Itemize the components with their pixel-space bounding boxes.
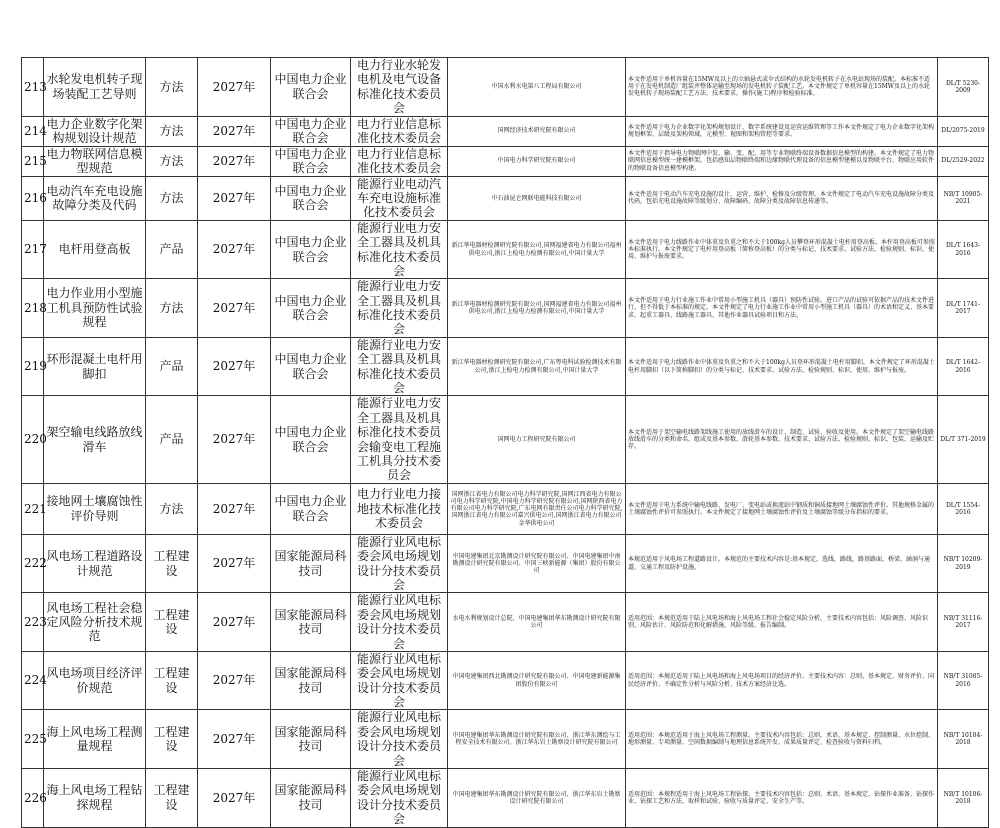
technical-committee: 能源行业风电标委会风电场规划设计分技术委员会 xyxy=(351,769,448,828)
target-year: 2027年 xyxy=(198,176,271,220)
organizing-body: 中国电力企业联合会 xyxy=(271,337,351,396)
replaced-standard: DL/T 1741-2017 xyxy=(938,279,989,338)
replaced-standard: NB/T 10905-2021 xyxy=(938,176,989,220)
standard-name: 风电场工程道路设计规范 xyxy=(44,534,146,593)
replaced-standard: DL/T 1643-2016 xyxy=(938,220,989,279)
row-number: 213 xyxy=(22,58,44,117)
table-row xyxy=(22,534,989,593)
row-number: 216 xyxy=(22,176,44,220)
target-year: 2027年 xyxy=(198,769,271,828)
scope-description: 适用范围：本规范适用于陆上风电场和海上风电场项目的经济评价。主要技术内容：总则、基本规定、财务评价、国民经济评价、不确定性分析与风险分析、技术方案经济比选。 xyxy=(626,651,938,710)
drafting-units: 中国电力科学研究院有限公司 xyxy=(448,146,626,176)
standard-name: 电力企业数字化架构规划设计规范 xyxy=(44,116,146,146)
replaced-standard: NB/T 31116-2017 xyxy=(938,593,989,652)
standard-name: 电力物联网信息模型规范 xyxy=(44,146,146,176)
organizing-body: 中国电力企业联合会 xyxy=(271,146,351,176)
technical-committee: 能源行业风电标委会风电场规划设计分技术委员会 xyxy=(351,651,448,710)
row-number: 220 xyxy=(22,396,44,483)
table-row xyxy=(22,769,989,828)
row-number: 217 xyxy=(22,220,44,279)
standard-type: 方法 xyxy=(146,483,198,534)
standard-type: 工程建设 xyxy=(146,651,198,710)
standard-name: 海上风电场工程测量规程 xyxy=(44,710,146,769)
scope-description: 本文件适用于电动汽车充电设施的设计、运营、维护、检修及分级管理。本文件规定了电动汽车充电设施故障分类及代码，包括充电设施故障等级划分、故障编码、故障分类及故障信息传递等。 xyxy=(626,176,938,220)
target-year: 2027年 xyxy=(198,534,271,593)
scope-description: 本文件适用于电力行业施工作业中常用小型施工机具（器具）预防性试验。进口产品的试验可依据产品的技术文件进行，但不得低于本标准的规定。本文件规定了电力行业施工作业中常用小型施工机具（器具）的术语和定义、基本要求、起重工器具、线路施工器具、其他作业器具试验项目和方法。 xyxy=(626,279,938,338)
standard-type: 工程建设 xyxy=(146,593,198,652)
organizing-body: 国家能源局科技司 xyxy=(271,651,351,710)
table-row xyxy=(22,279,989,338)
drafting-units: 中国电建集团北京勘测设计研究院有限公司、中国电建集团中南勘测设计研究院有限公司、中国三峡新能源（集团）股份有限公司 xyxy=(448,534,626,593)
organizing-body: 国家能源局科技司 xyxy=(271,769,351,828)
target-year: 2027年 xyxy=(198,651,271,710)
scope-description: 本文件适用于电力线路作业中体重及负重之和不大于100kg人员登环形混凝土电杆用脚扣。本文件规定了环形混凝土电杆用脚扣（以下简称脚扣）的分类与标记、技术要求、试验方法、检验规则、标识、使用、维护与报废。 xyxy=(626,337,938,396)
target-year: 2027年 xyxy=(198,220,271,279)
technical-committee: 能源行业风电标委会风电场规划设计分技术委员会 xyxy=(351,710,448,769)
standard-name: 电动汽车充电设施故障分类及代码 xyxy=(44,176,146,220)
standard-name: 接地网土壤腐蚀性评价导则 xyxy=(44,483,146,534)
row-number: 219 xyxy=(22,337,44,396)
standard-name: 电力作业用小型施工机具预防性试验规程 xyxy=(44,279,146,338)
replaced-standard: DL/T 1642-2016 xyxy=(938,337,989,396)
target-year: 2027年 xyxy=(198,337,271,396)
replaced-standard: DL/T 5230-2009 xyxy=(938,58,989,117)
organizing-body: 中国电力企业联合会 xyxy=(271,483,351,534)
technical-committee: 能源行业风电标委会风电场规划设计分技术委员会 xyxy=(351,534,448,593)
scope-description: 本规范适用于风电场工程道路设计。本规范的主要技术内容是:基本规定，选线，路线，路基路面，桥梁、涵洞与通道，交通工程及防护设施。 xyxy=(626,534,938,593)
drafting-units: 国网浙江省电力有限公司电力科学研究院,国网江西省电力有限公司电力科学研究院,中国电力科学研究院有限公司,国网陕西省电力有限公司电力科学研究院,广东电网有限责任公司电力科学研究院,国网浙江省电力有限公司嘉兴供电公司,国网浙江省电力有限公司金华供电公司 xyxy=(448,483,626,534)
table-row xyxy=(22,220,989,279)
row-number: 214 xyxy=(22,116,44,146)
standard-type: 产品 xyxy=(146,396,198,483)
standard-name: 海上风电场工程钻探规程 xyxy=(44,769,146,828)
standard-name: 电杆用登高板 xyxy=(44,220,146,279)
scope-description: 本文件适用于电力企业数字化架构规划设计、数字系统建设及运营运维管理等工作本文件规定了电力企业数字化架构规划框架、层级及架构领域，元模型、视图和架构管控等要求。 xyxy=(626,116,938,146)
standard-name: 架空输电线路放线滑车 xyxy=(44,396,146,483)
organizing-body: 国家能源局科技司 xyxy=(271,534,351,593)
table-row xyxy=(22,710,989,769)
standard-name: 环形混凝土电杆用脚扣 xyxy=(44,337,146,396)
scope-description: 本文件适用于架空输电线路架线施工使用的放线滑车的设计、制造、试验、验收及使用。本文件规定了架空输电线路放线滑车的分类和命名、组成及基本参数、滑轮基本参数、技术要求、试验方法、检验规则、标识、包装、运输及贮存。 xyxy=(626,396,938,483)
standard-type: 工程建设 xyxy=(146,769,198,828)
scope-description: 本文件适用于单机容量在15MW及以上的立轴悬式或伞式结构的水轮发电机转子在水电站现场的装配。本标准不适用于在发电机制造厂组装并整体运输至现场的发电机转子装配工艺。本文件规定了单机容量在15MW及以上的水轮发电机转子现场装配工艺方法、技术要求，操作(施工)程序和检验标准。 xyxy=(626,58,938,117)
organizing-body: 国家能源局科技司 xyxy=(271,593,351,652)
replaced-standard: DL/2529-2022 xyxy=(938,146,989,176)
standard-name: 风电场项目经济评价规范 xyxy=(44,651,146,710)
technical-committee: 电力行业信息标准化技术委员会 xyxy=(351,146,448,176)
standards-table xyxy=(21,57,989,828)
technical-committee: 能源行业电力安全工器具及机具标准化技术委员会 xyxy=(351,279,448,338)
drafting-units: 中国电建集团西北勘测设计研究院有限公司、中国电建新能源集团股份有限公司 xyxy=(448,651,626,710)
technical-committee: 电力行业信息标准化技术委员会 xyxy=(351,116,448,146)
organizing-body: 中国电力企业联合会 xyxy=(271,176,351,220)
table-row xyxy=(22,651,989,710)
drafting-units: 新江华电器材检测研究院有限公司,国网福建省电力有限公司福州供电公司,浙江上检电力检测有限公司,中国计量大学 xyxy=(448,220,626,279)
scope-description: 适用范围：本规范适用于海上风电场工程测量。主要技术内容包括：总则、术语、基本规定、控制测量、水位控制、地形测量、专项测量、空间数据编制与地理信息系统开发、成果质量评定、检查验收与资料归档。 xyxy=(626,710,938,769)
scope-description: 本文件适用于指导电力物联网中发、输、变、配、用等专业物联终端设备数据信息模型的构建。本文件规定了电力物联网信息模型统一建模框架，包括感知层物联终端和边缘物联代理设备的信息模型建模以及物联平台、物联应用软件的物联设备信息模型构建。 xyxy=(626,146,938,176)
target-year: 2027年 xyxy=(198,146,271,176)
target-year: 2027年 xyxy=(198,279,271,338)
row-number: 223 xyxy=(22,593,44,652)
replaced-standard: DL/T 1554-2016 xyxy=(938,483,989,534)
table-row xyxy=(22,146,989,176)
drafting-units: 中国水利水电第八工程局有限公司 xyxy=(448,58,626,117)
drafting-units: 新江华电器材检测研究院有限公司,国网福建省电力有限公司福州供电公司,浙江上检电力检测有限公司,中国计量大学 xyxy=(448,279,626,338)
row-number: 221 xyxy=(22,483,44,534)
replaced-standard: DL/2075-2019 xyxy=(938,116,989,146)
standard-type: 产品 xyxy=(146,220,198,279)
target-year: 2027年 xyxy=(198,116,271,146)
drafting-units: 中石油昆仑网联电能科技有限公司 xyxy=(448,176,626,220)
standard-type: 工程建设 xyxy=(146,710,198,769)
table-row xyxy=(22,396,989,483)
replaced-standard: NB/T 31085-2016 xyxy=(938,651,989,710)
table-row xyxy=(22,593,989,652)
drafting-units: 新江华电器材检测研究院有限公司,广东粤电科试验检测技术有限公司,浙江上检电力检测有限公司,中国计量大学 xyxy=(448,337,626,396)
scope-description: 适用范围：本规范适用于陆上风电场和海上风电场工程社会稳定风险分析。主要技术内容包括：风险调查、风险识别、风险估计、风险防范和化解措施、风险等级、报告编制。 xyxy=(626,593,938,652)
organizing-body: 国家能源局科技司 xyxy=(271,710,351,769)
drafting-units: 中国电建集团华东勘测设计研究院有限公司、浙江华东岩土勘察设计研究院有限公司 xyxy=(448,769,626,828)
technical-committee: 电力行业电力接地技术标准化技术委员会 xyxy=(351,483,448,534)
row-number: 218 xyxy=(22,279,44,338)
standard-type: 方法 xyxy=(146,116,198,146)
scope-description: 本文件适用于电力系统中输电线路、发电厂、变电站或换流站中钢质和铜质接地网土壤腐蚀性评价。其他规格金属的土壤腐蚀性评价可参照执行。本文件规定了接地网土壤腐蚀性评价及土壤腐蚀等级分布指标的要求。 xyxy=(626,483,938,534)
standard-type: 方法 xyxy=(146,146,198,176)
table-row xyxy=(22,116,989,146)
row-number: 222 xyxy=(22,534,44,593)
replaced-standard: DL/T 371-2019 xyxy=(938,396,989,483)
drafting-units: 中国电建集团华东勘测设计研究院有限公司、浙江华东测绘与工程安全技术有限公司、浙江华东岩土勘察设计研究院有限公司 xyxy=(448,710,626,769)
standard-type: 方法 xyxy=(146,279,198,338)
standard-type: 方法 xyxy=(146,58,198,117)
replaced-standard: NB/T 10104-2018 xyxy=(938,710,989,769)
row-number: 224 xyxy=(22,651,44,710)
technical-committee: 电力行业水轮发电机及电气设备标准化技术委员会 xyxy=(351,58,448,117)
standard-type: 方法 xyxy=(146,176,198,220)
standard-type: 产品 xyxy=(146,337,198,396)
organizing-body: 中国电力企业联合会 xyxy=(271,279,351,338)
technical-committee: 能源行业电动汽车充电设施标准化技术委员会 xyxy=(351,176,448,220)
standard-name: 风电场工程社会稳定风险分析技术规范 xyxy=(44,593,146,652)
standard-name: 水轮发电机转子现场装配工艺导则 xyxy=(44,58,146,117)
target-year: 2027年 xyxy=(198,710,271,769)
scope-description: 适用范围：本规程适用于海上风电场工程钻探。主要技术内容包括：总则、术语、基本规定、钻探作业准备、钻探作业、钻探工艺和方法、取样和试验、验收与质量评定、安全生产等。 xyxy=(626,769,938,828)
drafting-units: 水电水利规划设计总院、中国电建集团华东勘测设计研究院有限公司 xyxy=(448,593,626,652)
technical-committee: 能源行业电力安全工器具及机具标准化技术委员会 xyxy=(351,220,448,279)
replaced-standard: NB/T 10209-2019 xyxy=(938,534,989,593)
technical-committee: 能源行业电力安全工器具及机具标准化技术委员会输变电工程施工机具分技术委员会 xyxy=(351,396,448,483)
drafting-units: 国网电力工程研究院有限公司 xyxy=(448,396,626,483)
technical-committee: 能源行业风电标委会风电场规划设计分技术委员会 xyxy=(351,593,448,652)
target-year: 2027年 xyxy=(198,483,271,534)
table-row xyxy=(22,58,989,117)
scope-description: 本文件适用于电力线路作业中体重及负重之和不大于100kg人员攀登环形混凝土电杆用登高板。本杆用登高板可参照本标准执行。本文件规定了电杆用登高板（简称登高板）的分类与标记、技术要求、试验方法、检验规则、标识、使用、维护与报废要求。 xyxy=(626,220,938,279)
row-number: 215 xyxy=(22,146,44,176)
organizing-body: 中国电力企业联合会 xyxy=(271,116,351,146)
row-number: 226 xyxy=(22,769,44,828)
table-row xyxy=(22,337,989,396)
organizing-body: 中国电力企业联合会 xyxy=(271,396,351,483)
table-row xyxy=(22,176,989,220)
table-row xyxy=(22,483,989,534)
target-year: 2027年 xyxy=(198,58,271,117)
target-year: 2027年 xyxy=(198,396,271,483)
organizing-body: 中国电力企业联合会 xyxy=(271,220,351,279)
organizing-body: 中国电力企业联合会 xyxy=(271,58,351,117)
replaced-standard: NB/T 10106-2018 xyxy=(938,769,989,828)
technical-committee: 能源行业电力安全工器具及机具标准化技术委员会 xyxy=(351,337,448,396)
standard-type: 工程建设 xyxy=(146,534,198,593)
target-year: 2027年 xyxy=(198,593,271,652)
row-number: 225 xyxy=(22,710,44,769)
drafting-units: 国网经济技术研究院有限公司 xyxy=(448,116,626,146)
